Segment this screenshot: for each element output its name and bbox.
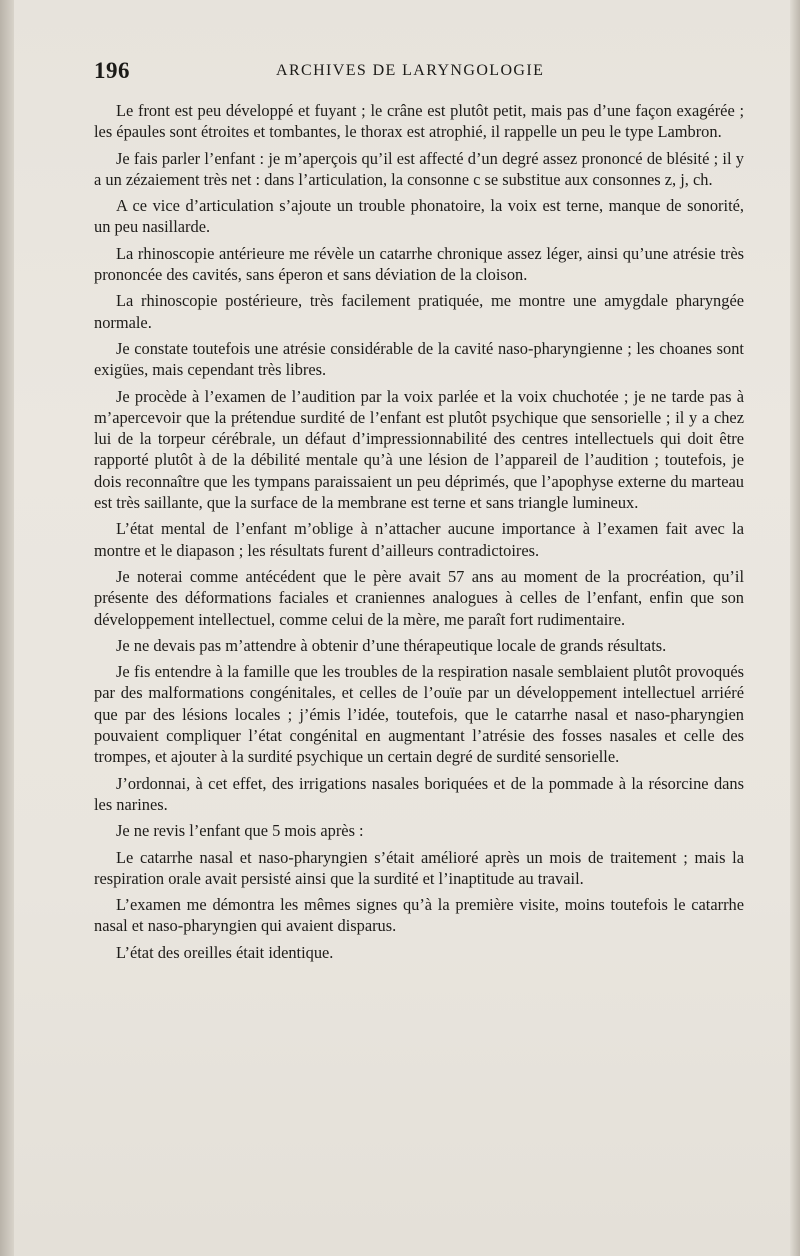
paragraph-5: La rhinoscopie postérieure, très facilement pratiquée, me montre une amygdale pharyngée normale.: [94, 291, 744, 332]
paragraph-12: J’ordonnai, à cet effet, des irrigations nasales boriquées et de la pommade à la résorcine dans les narines.: [94, 773, 744, 814]
page-header: [94, 58, 742, 86]
paragraph-7: Je procède à l’examen de l’audition par la voix parlée et la voix chuchotée ; je ne tarde pas à m’apercevoir que la prétendue surdité de l’enfant est plutôt psychique que sensorielle ; il y a chez lui de la torpeur cérébrale, un défaut d’impressionnabilité des centres intellectuels qui doit être rapporté plutôt à de la débilité mentale qu’à une lésion de l’appareil de l’audition ; toutefois, je dois reconnaître que les tympans paraissaient un peu déprimés, que l’apophyse externe du marteau est très saillante, que la surface de la membrane est terne et sans triangle lumineux.: [94, 386, 744, 513]
paragraph-9: Je noterai comme antécédent que le père avait 57 ans au moment de la procréation, qu’il présente des déformations faciales et craniennes analogues à celles de l’enfant, enfin que son développement intellectuel, comme celui de la mère, me paraît fort rudimentaire.: [94, 566, 744, 629]
body-text: [94, 100, 744, 968]
page-number: 196: [94, 58, 130, 83]
page-edge-shadow-left: [0, 0, 14, 1256]
paragraph-16: L’état des oreilles était identique.: [116, 942, 334, 962]
paragraph-1: Le front est peu développé et fuyant ; le crâne est plutôt petit, mais pas d’une façon exagérée ; les épaules sont étroites et tombantes, le thorax est atrophié, il rappelle un peu le type Lambron.: [94, 101, 744, 142]
paragraph-4: La rhinoscopie antérieure me révèle un catarrhe chronique assez léger, ainsi qu’une atrésie très prononcée des cavités, sans éperon et sans déviation de la cloison.: [94, 243, 744, 285]
paragraph-11: Je fis entendre à la famille que les troubles de la respiration nasale semblaient plutôt provoqués par des malformations congénitales, et celles de l’ouïe par un développement intellectuel arriéré que par des lésions locales ; j’émis l’idée, toutefois, que le catarrhe nasal et naso-pharyngien pouvaient compliquer l’état congénital en augmentant l’atrésie des fosses nasales et celle des trompes, et ajouter à la surdité psychique un certain degré de surdité sensorielle.: [94, 662, 744, 767]
paragraph-6: Je constate toutefois une atrésie considérable de la cavité naso-pharyngienne ; les choanes sont exigües, mais cependant très libres.: [94, 338, 744, 380]
paragraph-2: Je fais parler l’enfant : je m’aperçois qu’il est affecté d’un degré assez prononcé de blésité ; il y a un zézaiement très net : dans l’articulation, la consonne c se substitue aux consonnes z, j, ch.: [94, 148, 744, 189]
paragraph-13: Je ne revis l’enfant que 5 mois après :: [116, 821, 364, 841]
running-head: ARCHIVES DE LARYNGOLOGIE: [276, 62, 545, 79]
paragraph-14: Le catarrhe nasal et naso-pharyngien s’était amélioré après un mois de traitement ; mais la respiration orale avait persisté ainsi que la surdité et l’inaptitude au travail.: [94, 847, 744, 888]
paragraph-15: L’examen me démontra les mêmes signes qu’à la première visite, moins toutefois le catarrhe nasal et naso-pharyngien qui avaient disparus.: [94, 895, 744, 936]
paragraph-3: A ce vice d’articulation s’ajoute un trouble phonatoire, la voix est terne, manque de sonorité, un peu nasillarde.: [94, 196, 744, 237]
paragraph-8: L’état mental de l’enfant m’oblige à n’attacher aucune importance à l’examen fait avec la montre et le diapason ; les résultats furent d’ailleurs contradictoires.: [94, 519, 744, 560]
page-edge-shadow-right: [790, 0, 800, 1256]
paragraph-10: Je ne devais pas m’attendre à obtenir d’une thérapeutique locale de grands résultats.: [116, 635, 667, 655]
